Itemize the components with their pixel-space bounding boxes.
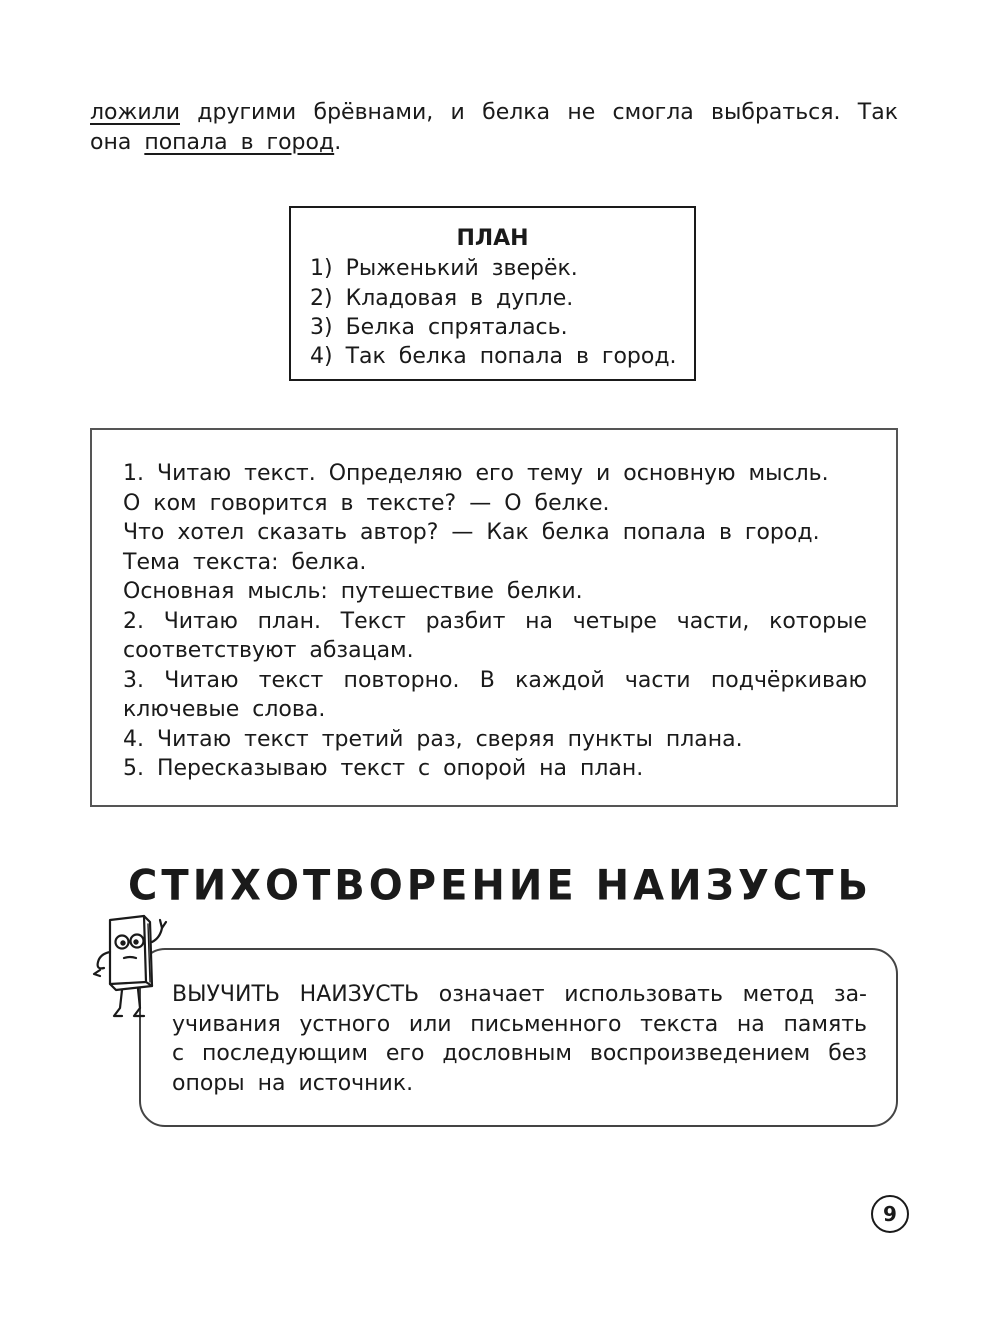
plan-item: 2) Кладовая в дупле. [310, 286, 574, 311]
step-line: 1. Читаю текст. Определяю его тему и основную мысль. [123, 461, 829, 486]
step-line: 5. Пересказываю текст с опорой на план. [123, 756, 644, 781]
plan-item: 3) Белка спряталась. [310, 315, 568, 340]
step-line: Что хотел сказать автор? — Как белка попала в город. [123, 520, 820, 545]
step-line: О ком говорится в тексте? — О белке. [123, 491, 610, 516]
definition-line: учивания устного или письменного текста на память [172, 1012, 867, 1037]
step-line: Тема текста: белка. [123, 550, 367, 575]
intro-line-2 [90, 128, 341, 158]
plan-item: 4) Так белка попала в город. [310, 344, 677, 369]
step-line: 2. Читаю план. Текст разбит на четыре части, которые [123, 609, 867, 634]
definition-box [139, 948, 898, 1127]
definition-line: ВЫУЧИТЬ НАИЗУСТЬ означает использовать метод за- [172, 982, 867, 1007]
step-line: Основная мысль: путешествие белки. [123, 579, 583, 604]
definition-line: с последующим его дословным воспроизведением без [172, 1041, 867, 1066]
plan-title: ПЛАН [456, 226, 529, 251]
steps-box [90, 428, 898, 807]
definition-line: опоры на источник. [172, 1071, 414, 1096]
intro-line-1 [90, 98, 898, 128]
intro-line-2-suffix: . [334, 130, 342, 155]
plan-box [289, 206, 696, 381]
intro-line-1-rest: другими брёвнами, и белка не смогла выбраться. Так [197, 100, 898, 125]
section-title: СТИХОТВОРЕНИЕ НАИЗУСТЬ [128, 861, 872, 911]
step-line: ключевые слова. [123, 697, 326, 722]
underlined-word: ложили [90, 100, 180, 125]
step-line: 4. Читаю текст третий раз, сверяя пункты плана. [123, 727, 743, 752]
book-mascot-icon [86, 912, 178, 1028]
page-number: 9 [871, 1195, 909, 1233]
plan-item: 1) Рыженький зверёк. [310, 256, 578, 281]
step-line: 3. Читаю текст повторно. В каждой части подчёркиваю [123, 668, 867, 693]
step-line: соответствуют абзацам. [123, 638, 414, 663]
intro-line-2-prefix: она [90, 130, 132, 155]
underlined-phrase: попала в город [144, 130, 335, 155]
